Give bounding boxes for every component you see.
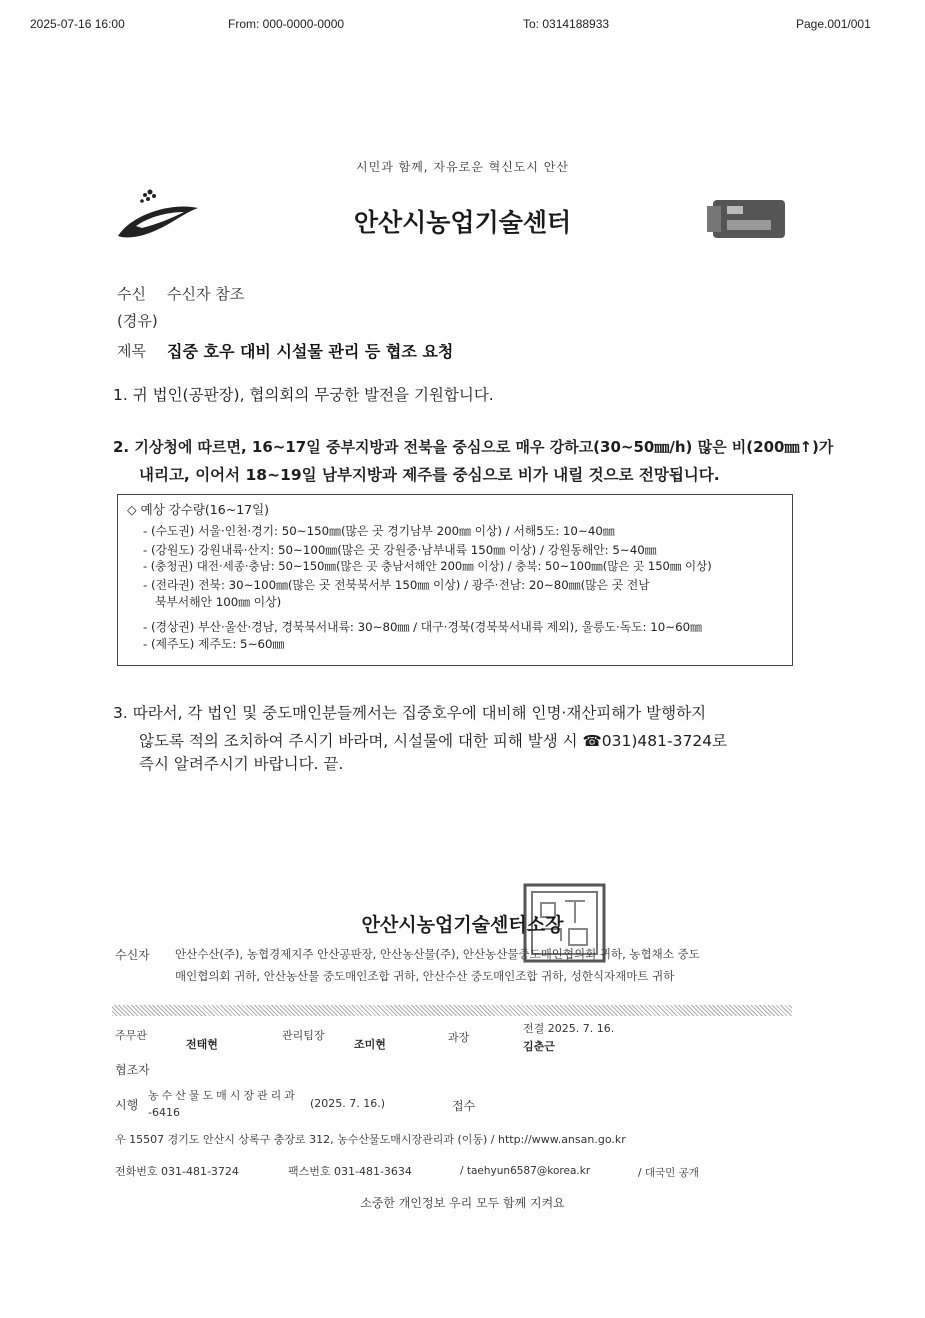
recipients-line-2: 매인협의회 귀하, 안산농산물 중도매인조합 귀하, 안산수산 중도매인조합 귀하, 성한식자재마트 귀하 (175, 969, 675, 983)
chief-label: 과장 (448, 1031, 470, 1044)
recipients-line-1: 안산수산(주), 농협경제지주 안산공판장, 안산농산물(주), 안산농산물중도매인협의회 귀하, 농협채소 중도 (175, 947, 700, 961)
execution-date: (2025. 7. 16.) (310, 1097, 386, 1110)
fax-datetime: 2025-07-16 16:00 (30, 17, 125, 31)
email-address: / taehyun6587@korea.kr (460, 1165, 591, 1177)
organization-name: 안산시농업기술센터 (353, 208, 572, 237)
signature: 안산시농업기술센터소장 (361, 914, 564, 936)
recipient-value: 수신자 참조 (167, 285, 245, 303)
disclosure-status: / 대국민 공개 (638, 1167, 699, 1179)
paragraph-3-line-1: 3. 따라서, 각 법인 및 중도매인분들께서는 집중호우에 대비해 인명·재산피해가 발행하지 (113, 704, 707, 722)
forecast-line: - (충청권) 대전·세종·충남: 50~150㎜(많은 곳 충남서해안 200㎜ 이상) / 충북: 50~100㎜(많은 곳 150㎜ 이상) (143, 559, 712, 573)
anniversary-emblem-icon (707, 190, 789, 242)
phone-number: 전화번호 031-481-3724 (115, 1165, 239, 1178)
recipient-label: 수신 (117, 285, 146, 303)
forecast-line: - (강원도) 강원내륙·산지: 50~100㎜(많은 곳 강원중·남부내륙 150㎜ 이상) / 강원동해안: 5~40㎜ (143, 543, 657, 557)
receipt-label: 접수 (452, 1099, 476, 1113)
paragraph-1: 1. 귀 법인(공판장), 협의회의 무궁한 발전을 기원합니다. (113, 386, 494, 404)
execution-dept-ext: -6416 (148, 1106, 180, 1119)
forecast-line: - (수도권) 서울·인천·경기: 50~150㎜(많은 곳 경기남부 200㎜ 이상) / 서해5도: 10~40㎜ (143, 524, 615, 538)
fax-to: To: 0314188933 (523, 17, 610, 31)
forecast-line: - (제주도) 제주도: 5~60㎜ (143, 637, 285, 651)
team-label: 관리팀장 (282, 1029, 325, 1042)
postal-address: 우 15507 경기도 안산시 상록구 충장로 312, 농수산물도매시장관리과 (이동) / http://www.ansan.go.kr (115, 1133, 626, 1146)
fax-page: Page.001/001 (796, 17, 871, 31)
fax-number: 팩스번호 031-481-3634 (288, 1165, 412, 1178)
via-label: (경유) (117, 312, 158, 330)
subject-label: 제목 (117, 342, 146, 360)
paragraph-3-line-3: 즉시 알려주시기 바랍니다. 끝. (139, 755, 344, 773)
execution-label: 시행 (115, 1098, 139, 1112)
drafter-label: 주무관 (115, 1029, 147, 1042)
drafter-name: 전태현 (186, 1038, 218, 1051)
execution-dept: 농수산물도매시장관리과 (148, 1089, 298, 1102)
subject-value: 집중 호우 대비 시설물 관리 등 협조 요청 (167, 342, 454, 361)
final-approval-label: 전결 2025. 7. 16. (523, 1022, 615, 1035)
privacy-footer: 소중한 개인정보 우리 모두 함께 지켜요 (360, 1196, 565, 1210)
forecast-title: ◇ 예상 강수량(16~17일) (127, 502, 270, 517)
paragraph-2-line-2: 내리고, 이어서 18~19일 남부지방과 제주를 중심으로 비가 내릴 것으로 전망됩니다. (139, 466, 720, 484)
slogan: 시민과 함께, 자유로운 혁신도시 안산 (356, 160, 569, 174)
forecast-line: - (경상권) 부산·울산·경남, 경북북서내륙: 30~80㎜ / 대구·경북(경북북서내륙 제외), 울릉도·독도: 10~60㎜ (143, 620, 702, 634)
separator-hatch (112, 1005, 792, 1016)
fax-from: From: 000-0000-0000 (228, 17, 345, 31)
forecast-line: 북부서해안 100㎜ 이상) (155, 595, 282, 609)
forecast-line: - (전라권) 전북: 30~100㎜(많은 곳 전북북서부 150㎜ 이상) / 광주·전남: 20~80㎜(많은 곳 전남 (143, 578, 650, 592)
recipients-label: 수신자 (115, 948, 150, 962)
team-name: 조미현 (354, 1038, 386, 1051)
final-approver-name: 김춘근 (523, 1040, 555, 1053)
paragraph-3-line-2: 않도록 적의 조치하여 주시기 바라며, 시설물에 대한 피해 발생 시 ☎031)481-3724로 (139, 732, 728, 750)
paragraph-2-line-1: 2. 기상청에 따르면, 16~17일 중부지방과 전북을 중심으로 매우 강하고(30~50㎜/h) 많은 비(200㎜↑)가 (113, 438, 834, 456)
cooperator-label: 협조자 (115, 1063, 150, 1077)
